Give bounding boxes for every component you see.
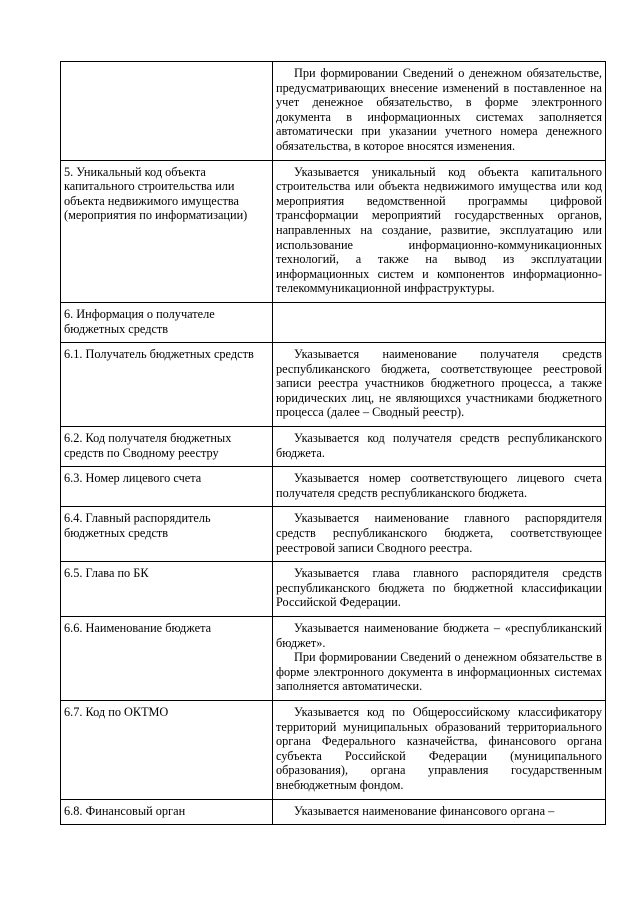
field-description-paragraph: Указывается код по Общероссийскому классификатору территорий муниципальных образований территориального органа Федерального казначейства, финансового органа субъекта Российской Федерации (муниципального образования), органа управления государственным внебюджетным фондом. <box>276 704 602 792</box>
field-description-cell <box>273 507 606 562</box>
field-name: 6.5. Глава по БК <box>64 566 149 581</box>
table-row <box>61 799 606 825</box>
field-name-cell <box>61 427 273 467</box>
field-description-cell <box>273 302 606 342</box>
field-description-cell <box>273 467 606 507</box>
field-name-cell <box>61 343 273 427</box>
field-name: 5. Уникальный код объекта капитального строительства или объекта недвижимого имущества (мероприятия по информатизации) <box>64 164 248 223</box>
table-row <box>61 302 606 342</box>
field-description-paragraph: Указывается уникальный код объекта капитального строительства или объекта недвижимого имущества или код мероприятия ведомственной программы цифровой трансформации мероприятий государственных органов, направленных на создание, развитие, эксплуатацию или использование информационно-коммуникационных технологий, а также на вывод из эксплуатации информационных систем и компонентов информационно-телекоммуникационной инфраструктуры. <box>276 164 602 296</box>
field-name-cell <box>61 467 273 507</box>
field-description-cell <box>273 62 606 161</box>
table-row <box>61 700 606 799</box>
table-row <box>61 562 606 617</box>
field-description-cell <box>273 617 606 701</box>
field-name-cell <box>61 507 273 562</box>
field-description-paragraph: Указывается наименование финансового органа – <box>294 803 555 818</box>
field-name: 6.6. Наименование бюджета <box>64 621 212 635</box>
field-description-cell <box>273 160 606 302</box>
field-name: 6.4. Главный распорядитель бюджетных средств <box>64 511 211 541</box>
field-name-cell <box>61 700 273 799</box>
field-name: 6.7. Код по ОКТМО <box>64 704 169 719</box>
field-name: 6.1. Получатель бюджетных средств <box>64 347 254 362</box>
instructions-table <box>60 61 606 825</box>
field-name-cell <box>61 62 273 161</box>
field-name-cell <box>61 799 273 825</box>
field-description-cell <box>273 700 606 799</box>
field-name-cell <box>61 302 273 342</box>
field-description-cell <box>273 562 606 617</box>
field-description-paragraph: Указывается наименование главного распорядителя средств республиканского бюджета, соответствующее реестровой записи Сводного реестра. <box>276 511 602 555</box>
field-description-cell <box>273 427 606 467</box>
table-row <box>61 507 606 562</box>
field-description-paragraph: Указывается наименование бюджета – «республиканский бюджет». <box>276 621 602 650</box>
field-name: 6.3. Номер лицевого счета <box>64 471 202 486</box>
table-row <box>61 427 606 467</box>
field-description-cell <box>273 799 606 825</box>
field-description-paragraph: Указывается номер соответствующего лицевого счета получателя средств республиканского бюджета. <box>276 471 602 500</box>
field-description-paragraph: При формировании Сведений о денежном обязательстве в форме электронного документа в информационных системах заполняется автоматически. <box>276 650 602 694</box>
table-row <box>61 160 606 302</box>
field-description-paragraph: Указывается глава главного распорядителя средств республиканского бюджета по бюджетной классификации Российской Федерации. <box>276 566 602 610</box>
field-description-paragraph: Указывается наименование получателя средств республиканского бюджета, соответствующее реестровой записи реестра участников бюджетного процесса, а также юридических лиц, не являющихся участниками бюджетного процесса (далее – Сводный реестр). <box>276 347 602 420</box>
table-row <box>61 343 606 427</box>
field-name-cell <box>61 160 273 302</box>
field-description-paragraph: При формировании Сведений о денежном обязательстве, предусматривающих внесение изменений в поставленное на учет денежное обязательство, в форме электронного документа в информационных системах заполняется автоматически при указании учетного номера денежного обязательства, в которое вносятся изменения. <box>276 66 602 153</box>
field-description-paragraph: Указывается код получателя средств республиканского бюджета. <box>276 431 602 460</box>
field-name: 6. Информация о получателе бюджетных средств <box>64 306 215 336</box>
table-row <box>61 62 606 161</box>
instructions-table-body <box>61 62 606 825</box>
field-name-cell <box>61 562 273 617</box>
table-row <box>61 467 606 507</box>
field-name: 6.2. Код получателя бюджетных средств по Сводному реестру <box>64 431 232 460</box>
table-row <box>61 617 606 701</box>
field-description-cell <box>273 343 606 427</box>
field-name-cell <box>61 617 273 701</box>
field-name: 6.8. Финансовый орган <box>64 803 186 818</box>
